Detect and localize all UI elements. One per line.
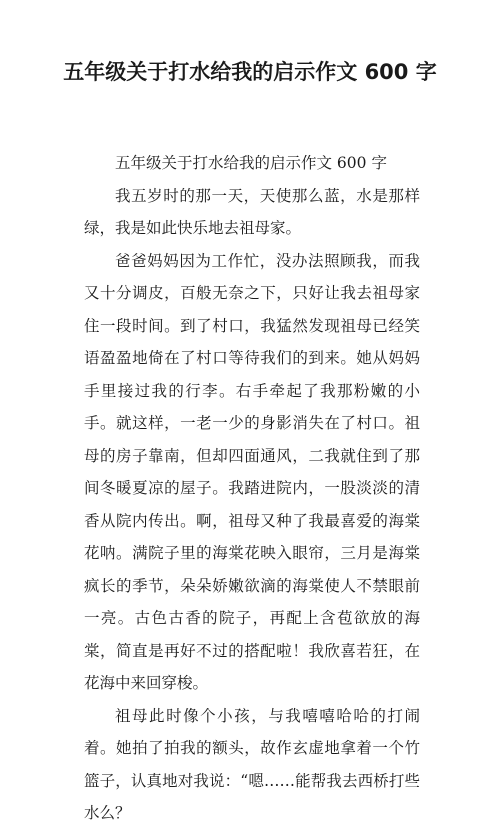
paragraph-heading: 五年级关于打水给我的启示作文 600 字 [115, 154, 387, 172]
document-title: 五年级关于打水给我的启示作文 600 字 [63, 60, 437, 84]
paragraph: 祖母此时像个小孩，与我嘻嘻哈哈的打闹着。她拍了拍我的额头，故作玄虚地拿着一个竹篮子，认真地对我说：“嗯……能帮我去西桥打些水么？ [84, 706, 420, 822]
paragraph: 我五岁时的那一天，天使那么蓝，水是那样绿，我是如此快乐地去祖母家。 [84, 186, 420, 237]
paragraph: 爸爸妈妈因为工作忙，没办法照顾我，而我又十分调皮，百般无奈之下，只好让我去祖母家住一段时间。到了村口，我猛然发现祖母已经笑语盈盈地倚在了村口等待我们的到来。她从妈妈手里接过我的行李。右手牵起了我那粉嫩的小手。就这样，一老一少的身影消失在了村口。祖母的房子靠南，但却四面通风，二我就住到了那间冬暖夏凉的屋子。我踏进院内，一股淡淡的清香从院内传出。啊，祖母又种了我最喜爱的海棠花呐。满院子里的海棠花映入眼帘，三月是海棠疯长的季节，朵朵娇嫩欲滴的海棠使人不禁眼前一亮。古色古香的院子，再配上含苞欲放的海棠，简直是再好不过的搭配啦！我欣喜若狂，在花海中来回穿梭。 [84, 251, 420, 692]
document-body [84, 147, 420, 830]
